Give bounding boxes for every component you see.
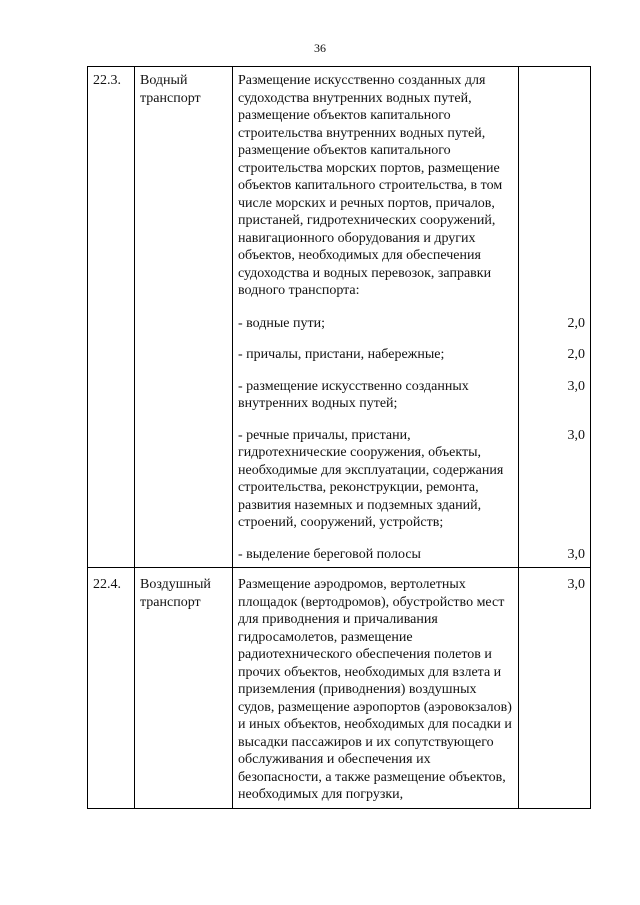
row-value: 3,0: [519, 568, 591, 809]
land-use-table: [87, 66, 591, 809]
subitem-text: - водные пути;: [233, 310, 519, 342]
subitem-value: 3,0: [519, 422, 591, 541]
row-number: 22.3.: [88, 67, 135, 568]
row-value: [519, 67, 591, 310]
subitem-text: - выделение береговой полосы: [233, 541, 519, 568]
subitem-value: 3,0: [519, 373, 591, 422]
row-description: Размещение аэродромов, вертолетных площадок (вертодромов), обустройство мест для приводнения и причаливания гидросамолетов, размещение радиотехнического обеспечения полетов и прочих объектов, необходимых для взлета и приземления (приводнения) воздушных судов, размещение аэропортов (аэровокзалов) и иных объектов, необходимых для посадки и высадки пассажиров и их сопутствующего обслуживания и обеспечения их безопасности, а также размещение объектов, необходимых для погрузки,: [233, 568, 519, 809]
row-number: 22.4.: [88, 568, 135, 809]
subitem-text: - размещение искусственно созданных внутренних водных путей;: [233, 373, 519, 422]
row-name: Водный транспорт: [135, 67, 233, 568]
subitem-value: 3,0: [519, 541, 591, 568]
subitem-text: - причалы, пристани, набережные;: [233, 341, 519, 373]
page-number: 36: [314, 41, 326, 55]
table-row: [88, 67, 591, 310]
subitem-value: 2,0: [519, 310, 591, 342]
subitem-text: - речные причалы, пристани, гидротехнические сооружения, объекты, необходимые для эксплуатации, содержания строительства, реконструкции, ремонта, развития наземных и подземных зданий, строений, сооружений, устройств;: [233, 422, 519, 541]
subitem-value: 2,0: [519, 341, 591, 373]
table-row: [88, 568, 591, 809]
row-name: Воздушный транспорт: [135, 568, 233, 809]
row-description: Размещение искусственно созданных для судоходства внутренних водных путей, размещение объектов капитального строительства внутренних водных путей, размещение объектов капитального строительства морских портов, размещение объектов капитального строительства, в том числе морских и речных портов, причалов, пристаней, гидротехнических сооружений, навигационного оборудования и других объектов, необходимых для обеспечения судоходства и водных перевозок, заправки водного транспорта:: [233, 67, 519, 310]
